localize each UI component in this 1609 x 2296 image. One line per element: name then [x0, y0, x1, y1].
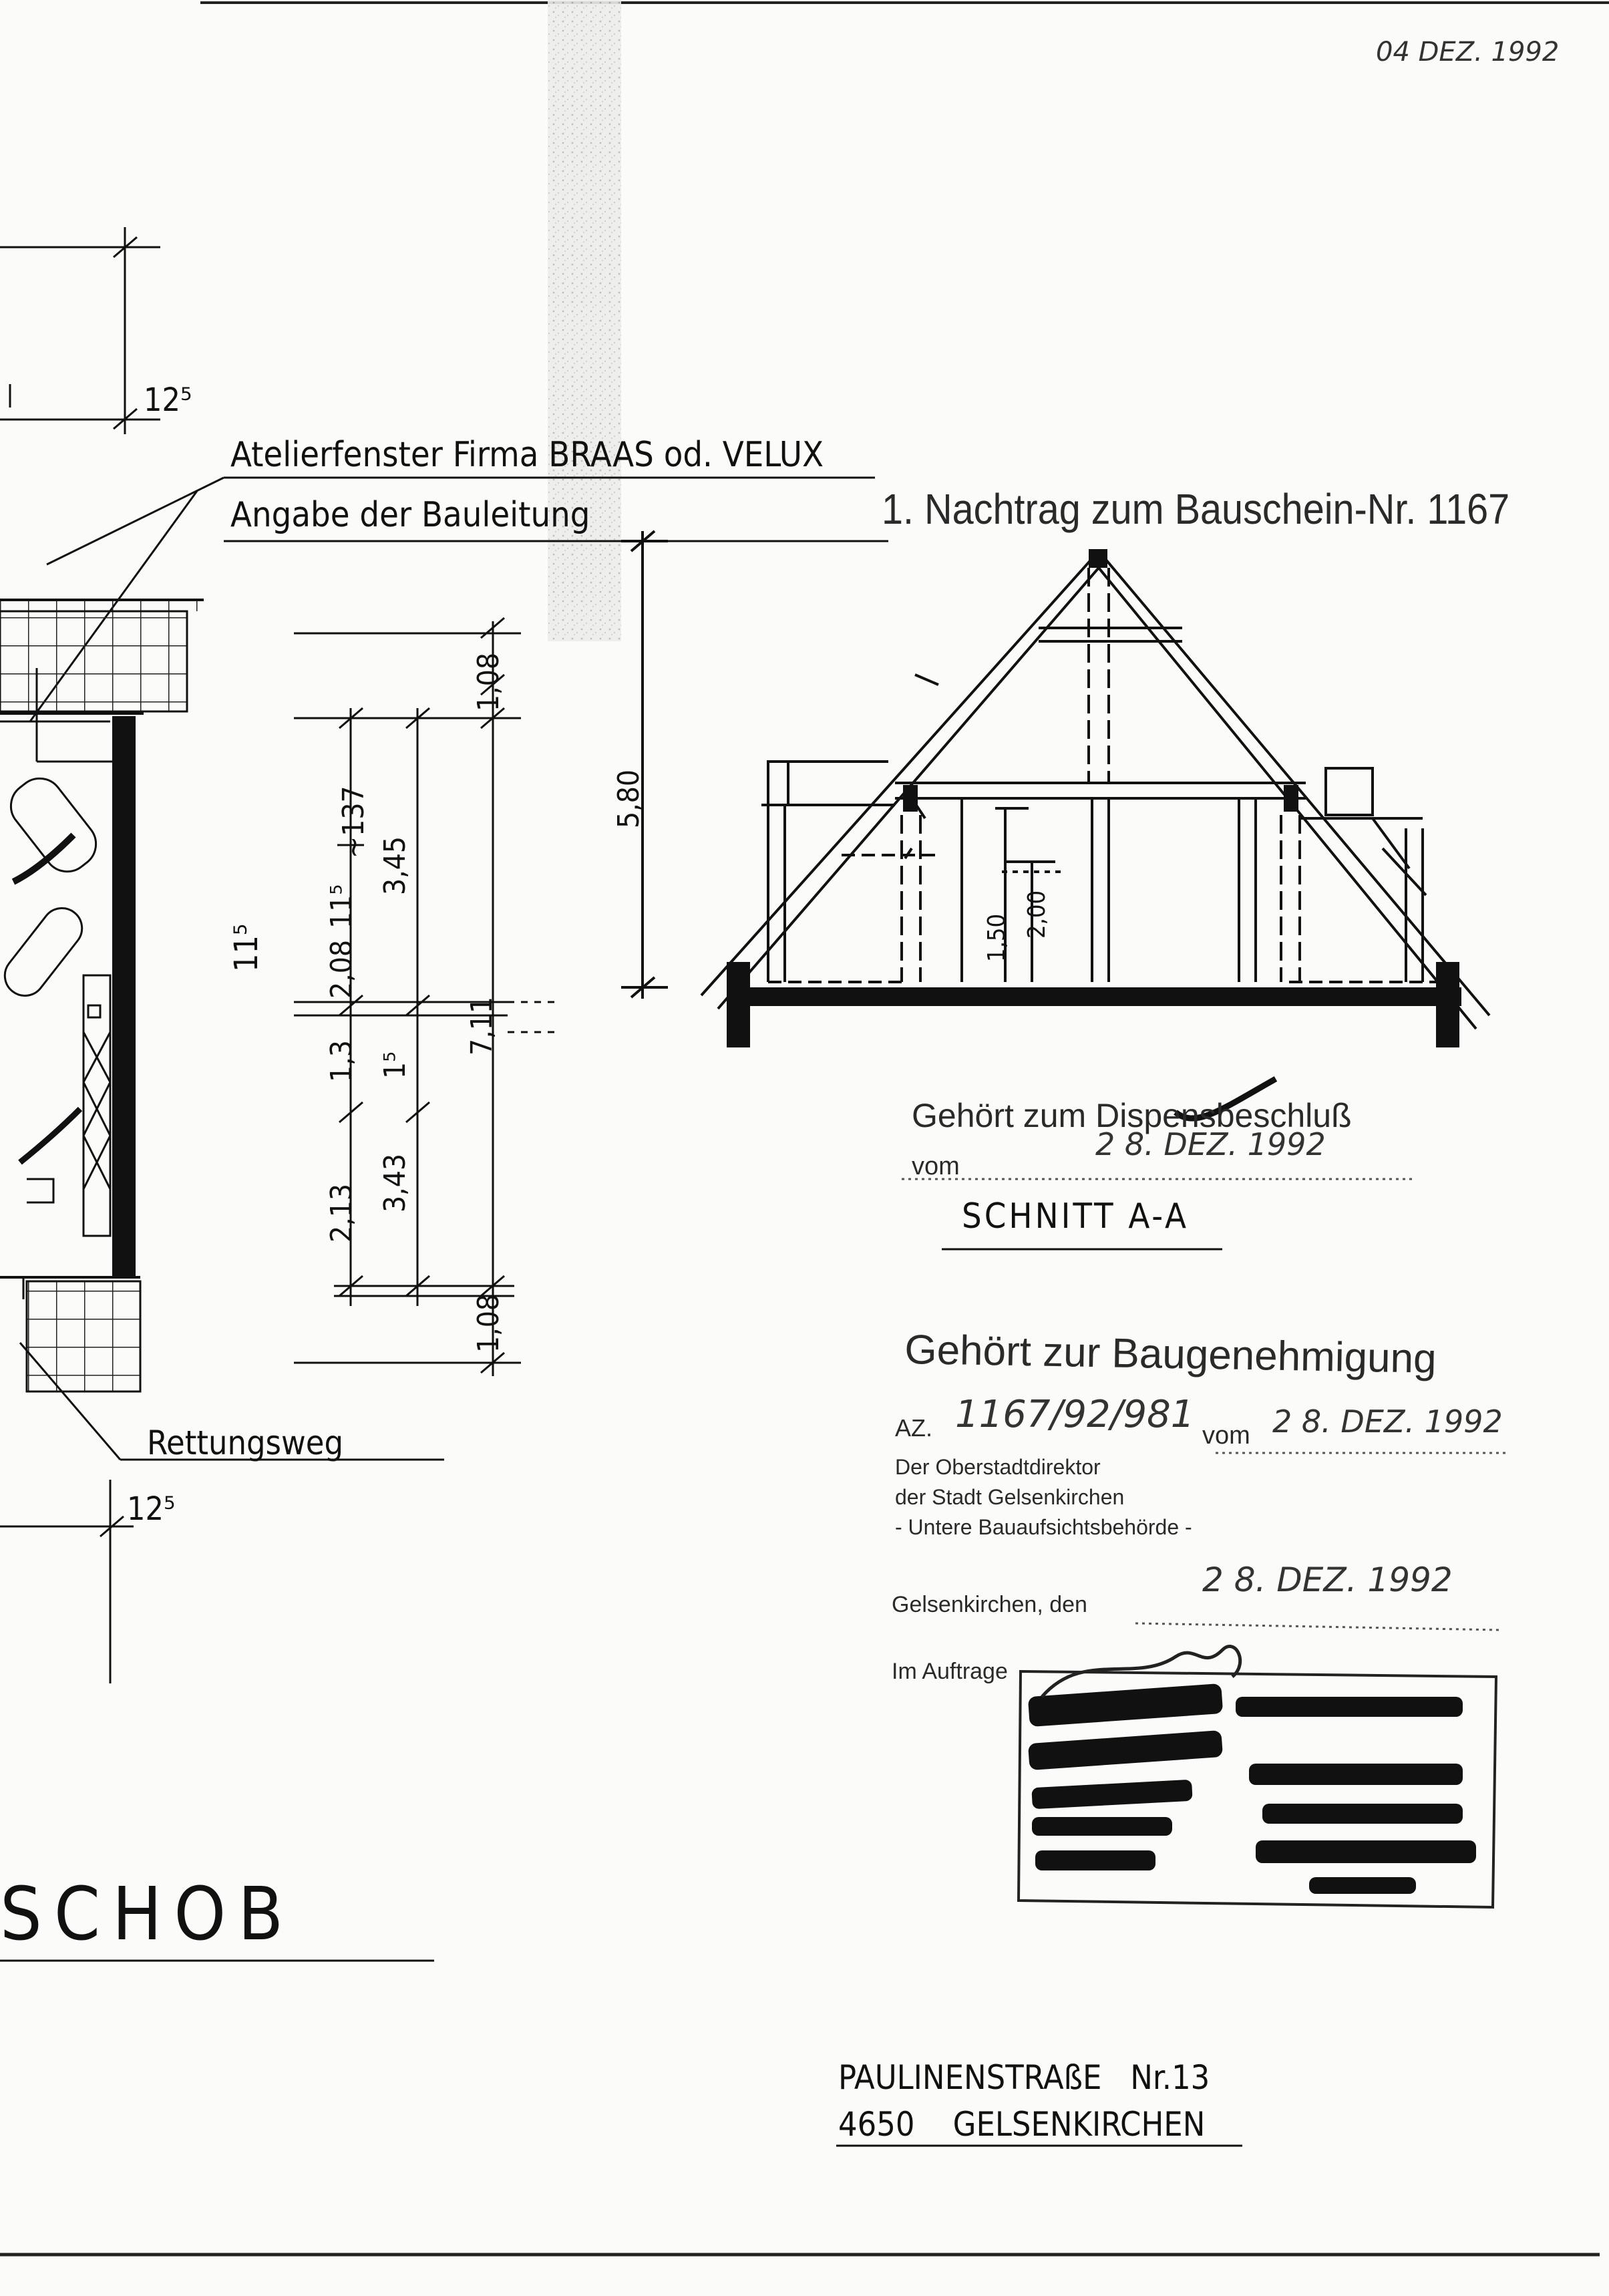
section-a-a [621, 531, 1489, 1047]
dim-window-11: 1,08 [472, 1293, 506, 1353]
dim-window-6: 7,11 [465, 996, 499, 1055]
bau-line-1: Der Oberstadtdirektor [895, 1455, 1101, 1479]
bau-line-2: der Stadt Gelsenkirchen [895, 1485, 1125, 1509]
bau-auftrag-label: Im Auftrage [892, 1659, 1008, 1684]
section-title: SCHNITT A-A [962, 1196, 1190, 1237]
supplement-header: 1. Nachtrag zum Bauschein-Nr. 1167 [882, 485, 1510, 533]
floor-name-fragment: SCHOB [0, 1871, 296, 1957]
dim-section-inner-2: 2,00 [1023, 890, 1051, 939]
dispens-date: 2 8. DEZ. 1992 [1095, 1126, 1326, 1162]
bau-heading: Gehört zur Baugenehmigung [904, 1327, 1437, 1382]
bau-city-date: 2 8. DEZ. 1992 [1202, 1561, 1453, 1599]
dim-window-2: ~137 [337, 786, 371, 858]
dim-left-bottom: 12⁵ [127, 1490, 176, 1528]
dim-window-3: 11⁵ [325, 884, 359, 929]
window-note: Atelierfenster Firma BRAAS od. VELUX [230, 435, 824, 475]
address-city: 4650 GELSENKIRCHEN [838, 2105, 1206, 2144]
bau-vom-label: vom [1202, 1422, 1250, 1450]
dim-window-9: 2,13 [325, 1183, 359, 1243]
dispens-vom: vom [912, 1152, 960, 1180]
dim-window-7: 1,3 [325, 1040, 359, 1082]
site-note: Angabe der Bauleitung [230, 495, 590, 535]
escape-route-label: Rettungsweg [147, 1424, 344, 1462]
address-street: PAULINENSTRAßE Nr.13 [838, 2058, 1210, 2097]
dim-left-top: 12⁵ [144, 381, 192, 419]
scan-band [548, 0, 621, 641]
bau-line-3: - Untere Bauaufsichtsbehörde - [895, 1515, 1192, 1539]
dim-window-10: 3,43 [378, 1153, 412, 1212]
dispens-heading: Gehört zum Dispensbeschluß [912, 1097, 1352, 1134]
dim-section-height: 5,80 [612, 769, 646, 828]
dim-window-1: 1,08 [472, 652, 506, 711]
bau-date: 2 8. DEZ. 1992 [1272, 1404, 1503, 1440]
dim-section-inner-1: 1,50 [983, 913, 1011, 962]
bau-az-value: 1167/92/981 [955, 1393, 1195, 1436]
bau-az-label: AZ. [895, 1414, 933, 1442]
dim-window-4: 3,45 [378, 836, 412, 895]
dim-window-8: 1⁵ [378, 1051, 412, 1079]
receipt-date: 04 DEZ. 1992 [1376, 37, 1560, 67]
bau-city-label: Gelsenkirchen, den [892, 1592, 1087, 1617]
dim-window-5: 2,08 [325, 939, 359, 999]
dim-left-mid: 11⁵ [228, 923, 265, 972]
floor-plan-fragment [0, 227, 888, 1961]
redactions [1028, 1683, 1476, 1894]
